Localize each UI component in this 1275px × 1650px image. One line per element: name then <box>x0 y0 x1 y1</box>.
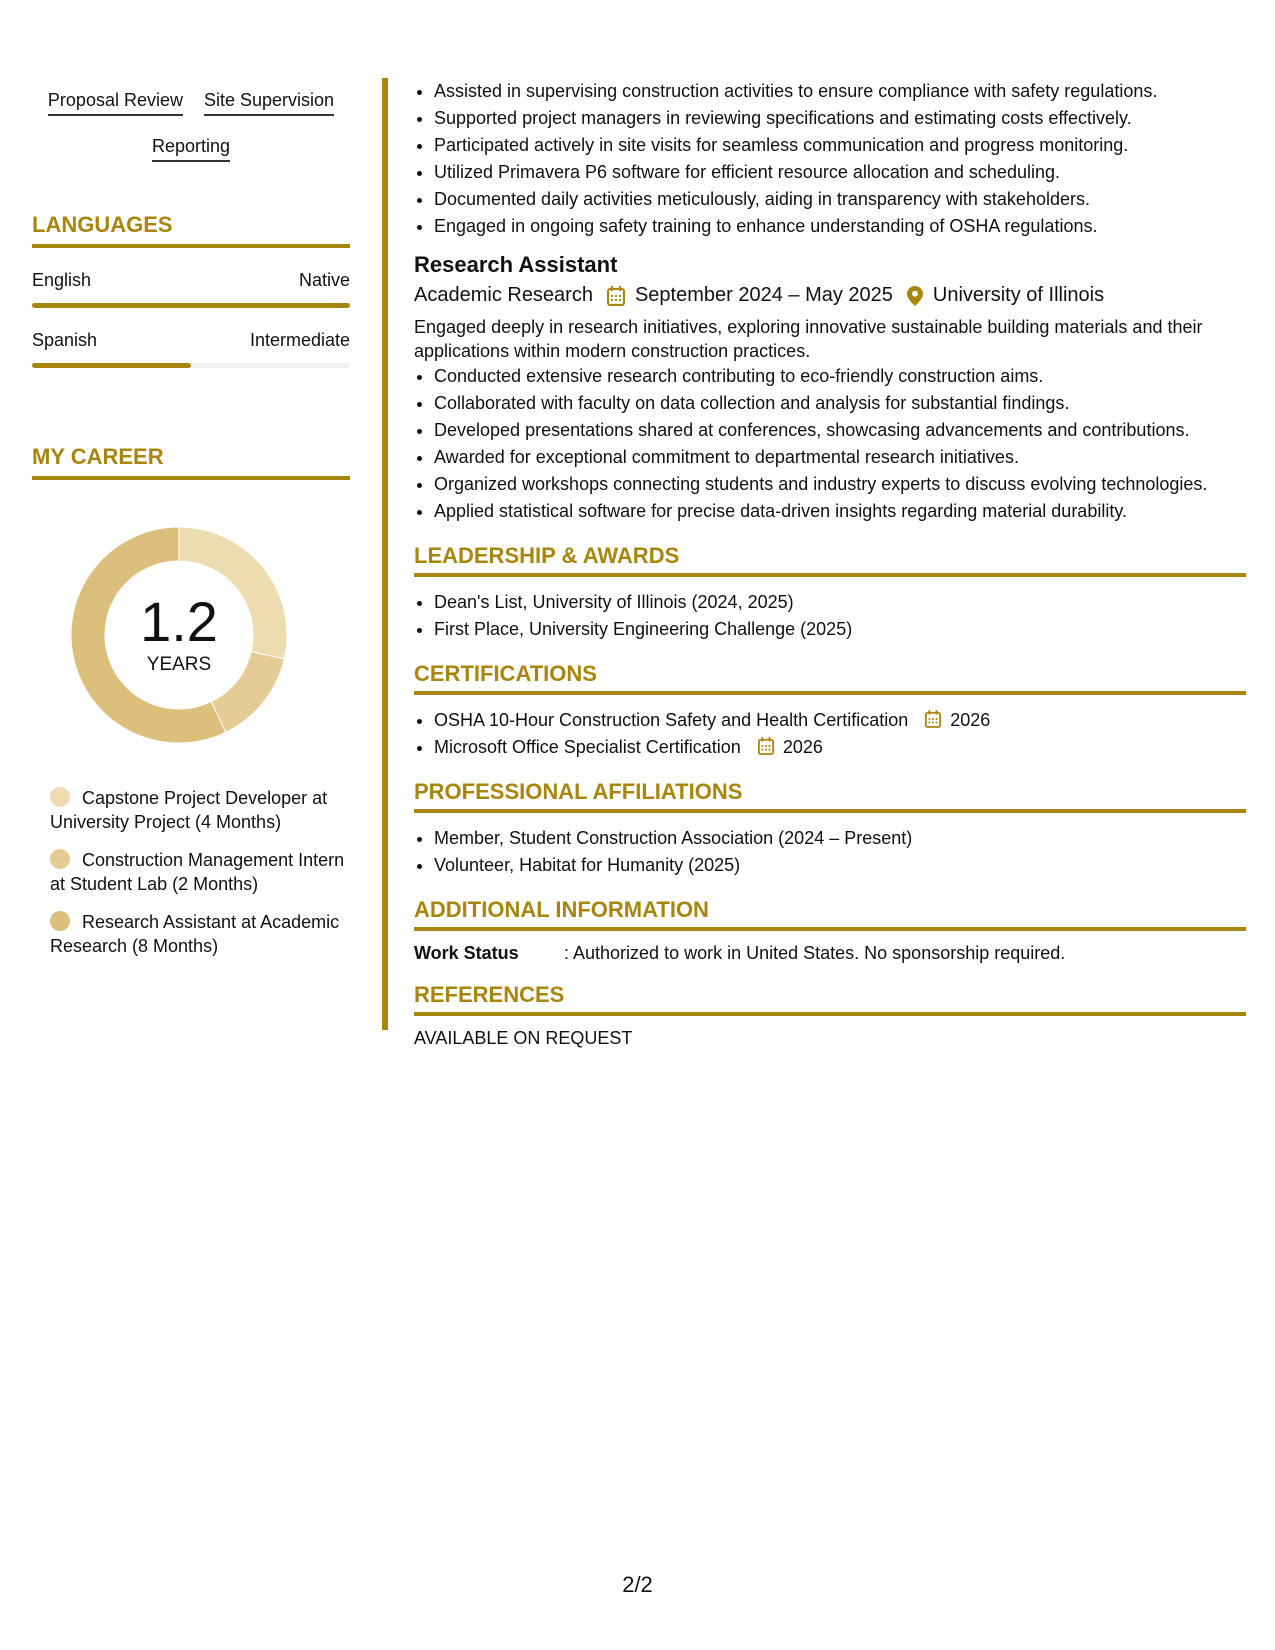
award-item: • Dean's List, University of Illinois (2024, 2025) <box>434 589 1246 616</box>
bullet-item: • Participated actively in site visits for seamless communication and progress monitoring. <box>434 132 1246 159</box>
legend-dot <box>50 911 70 931</box>
job-description: Engaged deeply in research initiatives, exploring innovative sustainable building materials and their applications within modern construction practices. <box>414 317 1203 361</box>
legend-dot <box>50 787 70 807</box>
career-total: 1.2 <box>140 590 218 653</box>
career-legend-item <box>50 910 350 958</box>
references-text: AVAILABLE ON REQUEST <box>414 1028 633 1048</box>
award-item: • First Place, University Engineering Challenge (2025) <box>434 616 1246 643</box>
language-bar <box>32 303 350 308</box>
language-item <box>32 330 350 368</box>
language-bar-fill <box>32 363 191 368</box>
language-name: English <box>32 270 92 290</box>
career-heading: MY CAREER <box>32 444 350 480</box>
bullet-item: • Utilized Primavera P6 software for efficient resource allocation and scheduling. <box>434 159 1246 186</box>
certification-name: OSHA 10-Hour Construction Safety and Health Certification <box>434 710 909 730</box>
calendar-icon <box>758 737 774 755</box>
calendar-icon <box>607 286 625 306</box>
certification-year: 2026 <box>950 710 991 730</box>
bullet-item: • Awarded for exceptional commitment to departmental research initiatives. <box>434 444 1246 471</box>
affiliation-item: • Volunteer, Habitat for Humanity (2025) <box>434 852 1246 879</box>
certifications-heading: CERTIFICATIONS <box>414 661 1246 695</box>
previous-job-bullets <box>414 78 1246 240</box>
work-status-row <box>414 943 1246 964</box>
job-meta <box>414 284 1246 307</box>
bullet-item: • Assisted in supervising construction activities to ensure compliance with safety regulations. <box>434 78 1246 105</box>
certification-name: Microsoft Office Specialist Certification <box>434 737 741 757</box>
bullet-item: • Documented daily activities meticulously, aiding in transparency with stakeholders. <box>434 186 1246 213</box>
language-level: Intermediate <box>249 330 350 350</box>
references-heading: REFERENCES <box>414 982 1246 1016</box>
left-column <box>32 80 350 972</box>
bullet-item: • Engaged in ongoing safety training to enhance understanding of OSHA regulations. <box>434 213 1246 240</box>
career-donut-chart <box>64 520 294 750</box>
language-bar-fill <box>32 303 350 308</box>
affiliations-heading: PROFESSIONAL AFFILIATIONS <box>414 779 1246 813</box>
career-legend-text: Capstone Project Developer at University Project (4 Months) <box>50 788 328 832</box>
job-company: Academic Research <box>414 284 593 306</box>
calendar-icon <box>925 710 941 728</box>
career-legend-text: Research Assistant at Academic Research (8 Months) <box>50 912 340 956</box>
languages-heading: LANGUAGES <box>32 212 350 248</box>
location-pin-icon <box>907 286 923 306</box>
job-title: Research Assistant <box>414 252 618 277</box>
additional-info-heading: ADDITIONAL INFORMATION <box>414 897 1246 931</box>
language-level: Native <box>298 270 350 290</box>
skill-tag: Site Supervision <box>204 88 334 116</box>
affiliation-item: • Member, Student Construction Association (2024 – Present) <box>434 825 1246 852</box>
language-bar <box>32 363 350 368</box>
languages-section <box>32 212 350 368</box>
job-dates: September 2024 – May 2025 <box>634 284 893 306</box>
certifications-list <box>414 707 1246 761</box>
work-status-value: : Authorized to work in United States. No sponsorship required. <box>564 943 1066 963</box>
affiliations-list <box>414 825 1246 879</box>
certification-item <box>434 734 1246 761</box>
career-legend-text: Construction Management Intern at Student Lab (2 Months) <box>50 850 345 894</box>
bullet-item: • Applied statistical software for precise data-driven insights regarding material durability. <box>434 498 1246 525</box>
career-section <box>32 444 350 958</box>
bullet-item: • Organized workshops connecting students and industry experts to discuss evolving technologies. <box>434 471 1246 498</box>
skill-tag: Reporting <box>152 134 230 162</box>
skill-tag: Proposal Review <box>48 88 183 116</box>
bullet-item: • Supported project managers in reviewing specifications and estimating costs effectively. <box>434 105 1246 132</box>
job-entry <box>414 252 1246 525</box>
bullet-item: • Conducted extensive research contributing to eco-friendly construction aims. <box>434 363 1246 390</box>
job-location: University of Illinois <box>932 284 1105 306</box>
skills-list <box>32 80 350 172</box>
right-column <box>414 78 1246 1049</box>
bullet-item: • Developed presentations shared at conferences, showcasing advancements and contributions. <box>434 417 1246 444</box>
column-divider <box>382 78 388 1030</box>
career-legend-item <box>50 786 350 834</box>
language-name: Spanish <box>32 330 98 350</box>
legend-dot <box>50 849 70 869</box>
leadership-list <box>414 589 1246 643</box>
job-bullets <box>414 363 1246 525</box>
language-item <box>32 270 350 308</box>
career-unit: YEARS <box>146 654 212 675</box>
career-legend <box>32 786 350 958</box>
certification-item <box>434 707 1246 734</box>
page-number: 2/2 <box>622 1572 653 1597</box>
bullet-item: • Collaborated with faculty on data collection and analysis for substantial findings. <box>434 390 1246 417</box>
career-legend-item <box>50 848 350 896</box>
work-status-label: Work Status <box>414 943 519 963</box>
leadership-heading: LEADERSHIP & AWARDS <box>414 543 1246 577</box>
certification-year: 2026 <box>782 737 823 757</box>
